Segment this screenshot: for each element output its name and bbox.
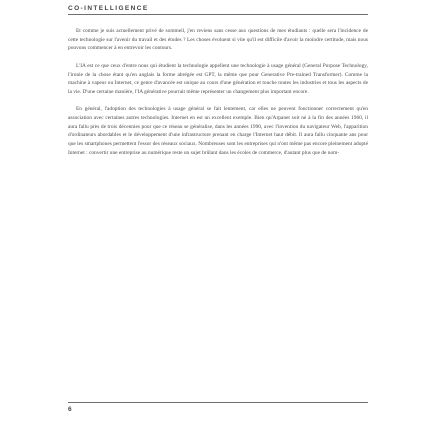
footer-rule — [68, 402, 368, 403]
paragraph-1: Et comme je suis actuellement privé de sommeil, j'en reviens sans cesse aux questions de mes étudiants : quelle sera l'incidence de cette technologie sur l'avenir du travail et des études ? Les choses évoluent si vite qu'il est difficile d'avoir la moindre certitude, mais nous pouvons commencer à en entrevoir les contours. — [68, 28, 368, 52]
paragraph-2: L'IA est ce que ceux d'entre nous qui étudient la technologie appellent une technologie à usage général (General Purpose Technology, l'ironie de la chose étant qu'en anglais la forme abrégée est GPT, la même que pour Generative Pre-trained Transformer). Comme la machine à vapeur ou Internet, ce genre d'avancée est unique au cours d'une génération et touche toutes les industries et tous les aspects de la vie. D'une certaine manière, l'IA générative pourrait même représenter un changement plus important encore. — [68, 62, 368, 95]
body-text — [68, 27, 368, 166]
header-rule — [68, 14, 368, 15]
paragraph-3: En général, l'adoption des technologies à usage général se fait lentement, car elles ne peuvent fonctionner correctement qu'en association avec certaines autres technologies. Internet en est un excellent exemple. Bien qu'Arpanet soit né à la fin des années 1960, il aura fallu près de trois décennies pour que ce réseau se généralise, dans les années 1990, avec l'invention du navigateur Web, l'apparition d'ordinateurs abordables et le développement d'une infrastructure prenant en charge l'Internet haut débit. Il aura fallu cinquante ans pour que les smartphones permettent l'essor des réseaux sociaux. Nombreuses sont les entreprises qui n'ont même pas encore pleinement adopté Internet : convertir une entreprise au numérique reste un sujet brûlant dans les écoles de commerce, d'autant plus que de nom- — [68, 106, 368, 156]
page-number: 6 — [68, 406, 72, 413]
running-header: CO-INTELLIGENCE — [68, 5, 149, 12]
